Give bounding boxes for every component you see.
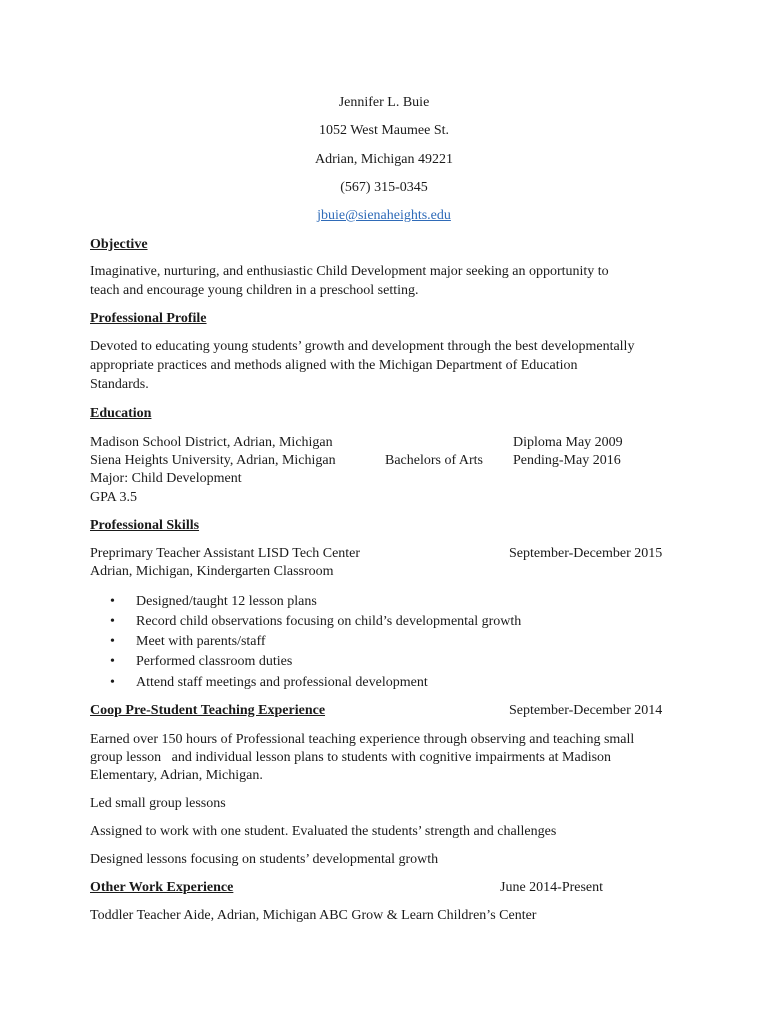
skills-heading: Professional Skills [90,518,200,533]
bullet-item: • Record child observations focusing on child’s developmental growth [136,613,521,631]
bullet-item: • Designed/taught 12 lesson plans [136,593,317,611]
phone-number: (567) 315-0345 [340,180,428,195]
job-location: Adrian, Michigan, Kindergarten Classroom [90,564,334,579]
education-heading: Education [90,406,152,421]
coop-date: September-December 2014 [509,703,663,718]
education-school: Madison School District, Adrian, Michigan [90,435,333,450]
candidate-name: Jennifer L. Buie [338,95,430,110]
coop-item: Assigned to work with one student. Evaluated the students’ strength and challenges [90,824,557,839]
bullet-item: • Performed classroom duties [136,653,292,671]
education-school: Siena Heights University, Adrian, Michigan [90,453,336,468]
other-work-heading: Other Work Experience [90,880,234,895]
profile-heading: Professional Profile [90,311,207,326]
coop-item: Designed lessons focusing on students’ developmental growth [90,852,439,867]
objective-line: teach and encourage young children in a preschool setting. [90,283,419,298]
other-work-line: Toddler Teacher Aide, Adrian, Michigan ABC Grow & Learn Children’s Center [90,908,537,923]
street-address: 1052 West Maumee St. [318,123,450,138]
education-major: Major: Child Development [90,471,242,486]
email-link[interactable]: jbuie@sienaheights.edu [317,208,451,223]
bullet-item: • Attend staff meetings and professional development [136,674,428,692]
profile-line: appropriate practices and methods aligned with the Michigan Department of Education [90,358,578,373]
education-date: Diploma May 2009 [513,435,623,450]
coop-line: Elementary, Adrian, Michigan. [90,768,263,783]
coop-heading: Coop Pre-Student Teaching Experience [90,703,326,718]
education-gpa: GPA 3.5 [90,490,137,505]
profile-line: Standards. [90,377,149,392]
other-work-date: June 2014-Present [500,880,604,895]
bullet-item: • Meet with parents/staff [136,633,266,651]
objective-heading: Objective [90,237,148,252]
coop-line: Earned over 150 hours of Professional teaching experience through observing and teaching small [90,732,635,747]
objective-line: Imaginative, nurturing, and enthusiastic Child Development major seeking an opportunity to [90,264,609,279]
job-title: Preprimary Teacher Assistant LISD Tech Center [90,546,361,561]
education-degree: Bachelors of Arts [385,453,483,468]
profile-line: Devoted to educating young students’ growth and development through the best developmentally [90,339,635,354]
coop-item: Led small group lessons [90,796,226,811]
job-date: September-December 2015 [509,546,663,561]
education-date: Pending-May 2016 [513,453,621,468]
city-state-zip: Adrian, Michigan 49221 [314,152,454,167]
coop-line: group lesson and individual lesson plans to students with cognitive impairments at Madison [90,750,612,765]
